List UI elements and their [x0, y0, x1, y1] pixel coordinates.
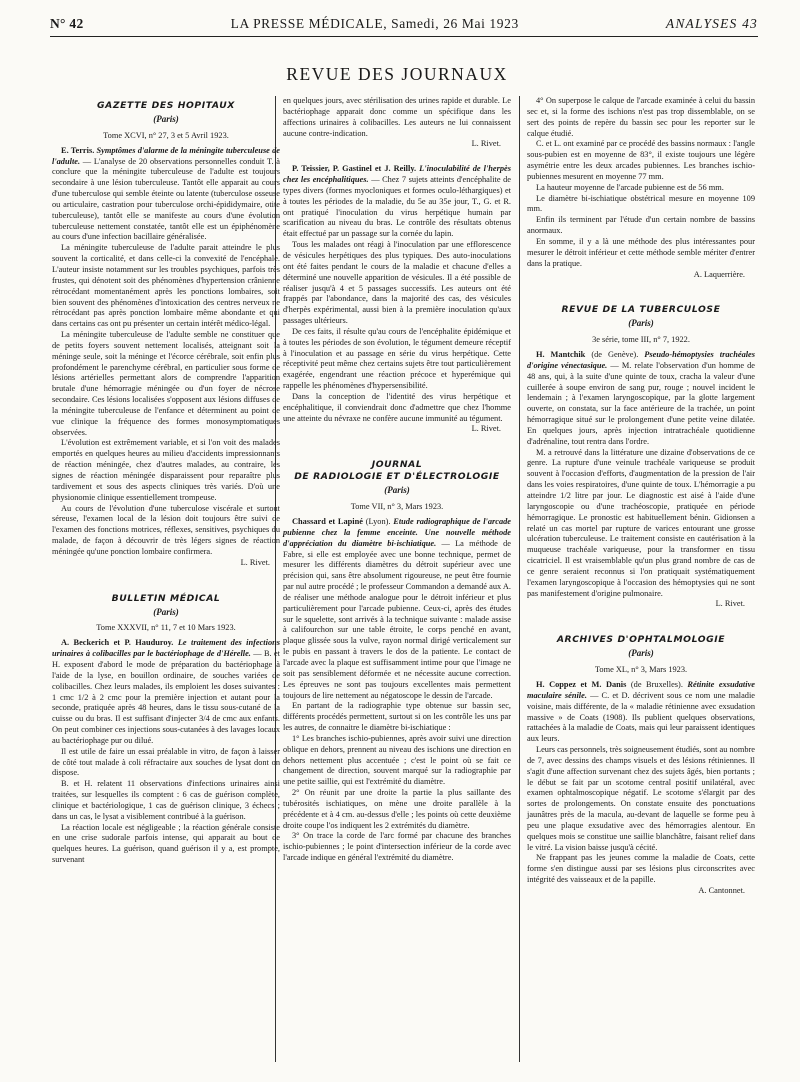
article-title: Symptômes d'alarme de la méningite tuberculeuse de l'adulte.	[52, 145, 280, 166]
abstract-paragraph: L'évolution est extrêmement variable, et si l'on voit des malades emportés en quelques heures au milieu d'accidents impressionnants de réaction méningée, chez d'autres malades, au contraire, les signes de réaction méningée disparaissent pour reparaître plus tardivement et sous des aspects cliniques très variés. D'où une physionomie clinique essentiellement trompeuse.	[52, 438, 280, 502]
abstract-paragraph	[283, 164, 511, 240]
section-page-right: ANALYSES 43	[665, 16, 758, 31]
signature: A. Laquerrière.	[693, 269, 745, 279]
abstract-paragraph: en quelques jours, avec stérilisation des urines rapide et durable. Le bactériophage apparait donc comme un spécifique dans les affections urinaires à colibacilles. Les auteurs ne lui connaissent aucune contre-indication.	[283, 96, 511, 138]
abstract-paragraph: B. et H. relatent 11 observations d'infections urinaires ainsi traitées, sur lesquelles ils comptent : 6 cas de guérison complète, clinique et bactériologique, 1 cas de guérison clinique, 3 échecs ; dans un cas, le lysat a visiblement contribué à la guérison.	[52, 779, 280, 821]
article-author-place: (Lyon).	[365, 517, 391, 526]
abstract-paragraph: Au cours de l'évolution d'une tuberculose viscérale et surtout séreuse, l'examen local de la lésion doit toujours être suivi de l'examen des fonctions motrices, réflexes, sensitives, psychiques du malade, de façon à découvrir de très légers signes de réaction méningée qu'une ponction lombaire confirmera.	[52, 503, 280, 556]
column-divider	[519, 96, 520, 1062]
article-author-place: (de Genève).	[591, 350, 639, 360]
abstract-text: — L'analyse de 20 observations personnelles conduit T. à conclure que la méningite tuberculeuse de l'adulte est toujours secondaire à une lésion tuberculeuse. Tantôt elle apparait au cours d'une tuberculose qui semble éteinte ou latente (tuberculose osseuse ou articulaire, castration pour tuberculose orchi-épididymaire, otite tuberculeuse), tantôt elle se manifeste au cours d'une évolution tuberculeuse nettement constatée, tantôt elle est un épiphénomène au cours d'une infection bacillaire généralisée.	[52, 156, 280, 242]
article-author: A. Beckerich et P. Hauduroy.	[61, 638, 174, 648]
abstract-paragraph: La hauteur moyenne de l'arcade pubienne est de 56 mm.	[536, 182, 724, 192]
abstract-paragraph: La méningite tuberculeuse de l'adulte parait atteindre le plus souvent la corticalité, et dans celle-ci la convexité de l'encéphale. L'auteur insiste notamment sur les troubles psychiques, parfois très frustes, qui dénotent soit des phénomènes d'hypertension crânienne rétrocédant momentanément après les ponctions lombaires, soit bien souvent des phénomènes d'intoxication des centres nerveux ne rétrocédant pas après ponction lombaire même abondante et qui dans certains cas ont pu présenter un certain intérêt médico-légal.	[52, 243, 280, 329]
abstract-text: — B. et H. exposent d'abord le mode de préparation du bactériophage à l'aide de la lyse, en bouillon ordinaire, de souches variées de colibacilles. Chez leurs malades, ils emploient les doses suivantes : 1 cmc 1/2 à 2 cmc pour la première injection et autant pour la seconde, pratiquée après 48 heures, dans le tissu sous-cutané de la cuisse ou du bras. Il est suffisant d'injecter 3/4 de cmc aux enfants. On peut combiner ces injections sous-cutanées à des lavages locaux au bactériophage pur ou dilué.	[52, 649, 280, 745]
issue-line: 3e série, tome III, n° 7, 1922.	[592, 335, 690, 345]
issue-line: Tome XCVI, n° 27, 3 et 5 Avril 1923.	[103, 130, 229, 140]
journal-title: GAZETTE DES HOPITAUX	[97, 100, 235, 111]
journal-place: (Paris)	[628, 318, 654, 329]
abstract-paragraph: Ne frappant pas les jeunes comme la maladie de Coats, cette forme s'en distingue aussi par ses lésions plus circonscrites avec intégrité des vaisseaux et de la papille.	[527, 853, 755, 885]
section-title: REVUE DES JOURNAUX	[286, 64, 508, 84]
abstract-paragraph: Dans la conception de l'identité des virus herpétique et encéphalitique, il conviendrait donc d'admettre que chez l'homme une atteinte du névraxe ne confère aucune immunité au tégument.	[283, 391, 511, 423]
article-author: E. Terris.	[61, 145, 95, 155]
abstract-paragraph	[527, 350, 755, 448]
abstract-text: — C. et D. décrivent sous ce nom une maladie voisine, mais différente, de la « maladie rétinienne avec exsudation massive » de Coats (1908). Ils publient quelques observations, rattachées à la maladie de Coats, mais qui leur paraissent identiques aux leurs.	[527, 690, 755, 744]
journal-masthead: LA PRESSE MÉDICALE, Samedi, 26 Mai 1923	[230, 16, 519, 31]
article-title: Pseudo-hémoptysies trachéales d'origine vénectasique.	[527, 350, 756, 370]
journal-title: JOURNAL	[371, 459, 423, 471]
abstract-paragraph: La méningite tuberculeuse de l'adulte semble ne constituer que de petits foyers souvent nettement localisés, atteignant soit la méninge seule, soit la méninge et l'écorce cérébrale, soit enfin plus profondément le parenchyme cérébral, en particulier sous forme de lésions artérielles permettant alors de comprendre l'apparition brutale d'une hémorragie méningée ou d'un foyer de nécrose secondaire. Ces lésions localisées s'opposent aux lésions diffuses de la méningite tuberculeuse de l'enfance et déterminent au point de vue clinique la fréquence des formes monosymptomatiques observées.	[52, 330, 280, 437]
journal-title: BULLETIN MÉDICAL	[111, 592, 221, 604]
abstract-paragraph: De ces faits, il résulte qu'au cours de l'encéphalite épidémique et à toutes les périodes de son évolution, le tégument demeure réceptif à l'inoculation et au passage en série du virus herpétique. Cette réceptivité peut même chez certains sujets être tout particulièrement exagérée, engendrant une réaction précoce et hyperémique qui rappelle les phénomènes d'hypersensibilité.	[283, 326, 511, 391]
article-title: Rétinite exsudative maculaire sénile.	[527, 679, 755, 700]
abstract-paragraph: 1° Les branches ischio-pubiennes, après avoir suivi une direction oblique en dehors, prennent au niveau des ischions une direction en dehors nettement plus accentuée ; c'est le point où se fait ce changement de direction, souvent marqué sur la radiographie par une petite saillie, qui est l'extrémité du diamètre.	[283, 733, 511, 787]
abstract-text: — M. relate l'observation d'un homme de 48 ans, qui, à la suite d'une quinte de toux, cracha la valeur d'une cuillerée à soupe environ de sang pur, rouge ; nouvel incident le lendemain ; à l'examen laryngoscopique, par la glotte largement ouverte, on constata, sur la face antérieure de la trachée, un point hémorragique situé sur le prolongement d'une petite veine dilatée. En quelques jours, après injection intratrachéale quotidienne d'adrénaline, tout rentra dans l'ordre.	[527, 360, 756, 446]
abstract-paragraph: En partant de la radiographie type obtenue sur bassin sec, différents procédés permettent, surtout si on les contrôle les uns par les autres, de connaitre le diamètre bi-ischiatique :	[283, 701, 511, 733]
article-author: P. Teissier, P. Gastinel et J. Reilly.	[292, 164, 417, 174]
abstract-paragraph: Enfin ils terminent par l'étude d'un certain nombre de bassins anormaux.	[527, 215, 755, 236]
column-3	[527, 96, 755, 899]
journal-place: (Paris)	[153, 606, 179, 617]
header-rule	[50, 36, 758, 37]
journal-title: REVUE DE LA TUBERCULOSE	[561, 304, 721, 316]
abstract-paragraph: Leurs cas personnels, très soigneusement étudiés, sont au nombre de 7, avec dessins des champs visuels et des lésions rétiniennes. Il s'agit d'une affection survenant chez des sujets âgés, bien portants ; le début se fait par un scotome central positif unilatéral, avec examen ophtalmoscopique négatif. Le scotome s'élargit par des sortes de prolongements. On constate ensuite des ponctuations jaunâtres près de la macula, au-devant de laquelle se forme peu à peu une plaque exsudative avec des hémorragies alentour. En quelques mois se constitue une saillie blanchâtre, faisant relief dans le vitré. La vision baisse jusqu'à cécité.	[527, 745, 755, 852]
article-title: L'inoculabilité de l'herpès chez les encéphalitiques.	[283, 164, 511, 185]
journal-place: (Paris)	[384, 485, 410, 496]
column-1	[52, 100, 280, 866]
abstract-text: — Chez 7 sujets atteints d'encéphalite de types divers (formes myocloniques et formes oculo-léthargiques) et à toutes les périodes de la maladie, du 5e au 35e jour, T., G. et R. ont pratiqué l'inoculation du virus herpétique humain par scarification au niveau du bras. Le contrôle des résultats obtenus était effectué par un passage sur la cornée du lapin.	[283, 175, 511, 239]
signature: L. Rivet.	[471, 424, 501, 434]
running-head	[50, 16, 758, 34]
signature: L. Rivet.	[240, 557, 270, 567]
abstract-paragraph: 3° On trace la corde de l'arc formé par chacune des branches ischio-pubiennes ; le point d'intersection inférieur de la corde avec l'arcade indique en général l'extrémité du diamètre.	[283, 831, 511, 863]
abstract-paragraph: Il est utile de faire un essai préalable in vitro, de façon à laisser de côté tout malade à coli réfractaire aux souches de lysat dont on dispose.	[52, 746, 280, 778]
issue-line: Tome XXXVII, n° 11, 7 et 10 Mars 1923.	[96, 623, 236, 633]
signature: L. Rivet.	[471, 139, 501, 149]
abstract-paragraph	[52, 638, 280, 746]
signature: A. Cantonnet.	[698, 886, 745, 895]
abstract-paragraph: Tous les malades ont réagi à l'inoculation par une efflorescence de vésicules herpétiques des plus typiques. Des auto-inoculations ont été faites pendant le cours de la maladie et chacune d'elles a déterminé une nouvelle apparition de vésicules. Il a été possible de réaliser jusqu'à 4 et 5 passages successifs. Les auteurs ont été frappés par l'abondance, dans la majorité des cas, des vésicules d'herpès expérimental, aussi bien à la première inoculation qu'aux passages ultérieurs.	[283, 240, 511, 326]
journal-place: (Paris)	[628, 648, 654, 659]
article-author: Chassard et Lapiné	[292, 517, 363, 526]
journal-place: (Paris)	[153, 114, 179, 124]
abstract-paragraph	[52, 146, 280, 244]
abstract-paragraph: La réaction locale est négligeable ; la réaction générale consiste en une crise sudorale parfois intense, qui apparait au bout de quelques heures. La guérison, quand guérison il y a, est prompte, survenant	[52, 822, 280, 865]
abstract-text: — La méthode de Fabre, si elle est employée avec une bonne technique, permet de mesurer les différents diamètres du détroit supérieur avec une précision qui, sans être absolument rigoureuse, ne peut être fournie par nul autre procédé ; le professeur Commandon a demandé aux A. de réaliser une méthode analogue pour le détroit inférieur et plus particulièrement pour l'arcade pubienne. Ceux-ci, après des études sur le squelette, sont arrivés à la technique suivante : malade assise à califourchon sur une table étroite, le corps penché en avant, plaque glissée sous la vulve, rayon normal dirigé verticalement sur le pubis en passant à travers le dos de la patiente. Le contact de l'arcade avec la plaque est suffisamment intime pour que l'image ne soit pas sensiblement déformée et ne nécessite aucune correction. Les épreuves ne sont pas toujours excellentes mais permettent toujours de lire nettement au négatoscope le dessin de l'arcade.	[283, 538, 512, 700]
journal-title: ARCHIVES D'OPHTALMOLOGIE	[556, 634, 726, 646]
abstract-paragraph: 4° On superpose le calque de l'arcade examinée à celui du bassin sec et, si la forme des ischions n'est pas trop dissemblable, on se sert des points de repère du bassin sec pour les reporter sur le calque étudié.	[527, 96, 755, 138]
article-author: H. Coppez et M. Danis	[536, 679, 627, 689]
article-title: Etude radiographique de l'arcade pubienne chez la femme enceinte. Une nouvelle méthode d'appréciation du diamètre bi-ischiatique.	[283, 517, 511, 548]
article-author: H. Mantchik	[536, 350, 586, 360]
journal-title-line-2: DE RADIOLOGIE ET D'ÉLECTROLOGIE	[294, 471, 500, 483]
article-author-place: (de Bruxelles).	[630, 679, 683, 689]
page-number-left: N° 42	[50, 16, 84, 31]
signature: L. Rivet.	[715, 599, 745, 609]
abstract-paragraph: C. et L. ont examiné par ce procédé des bassins normaux : l'angle sous-pubien est en moyenne de 83°, il existe toujours une légère asymétrie entre les deux arcades pubiennes. Les branches ischio-pubiennes mesurent en moyenne 77 mm.	[527, 139, 755, 181]
abstract-paragraph	[283, 517, 511, 701]
abstract-paragraph: 2° On réunit par une droite la partie la plus saillante des tubérosités ischiatiques, on mène une droite parallèle à la précédente et à 4 cm. au-dessus d'elle ; les points où cette deuxième droite coupe l'os indiquent les 2 extrémités du diamètre.	[283, 788, 511, 830]
abstract-paragraph	[527, 680, 755, 745]
issue-line: Tome VII, n° 3, Mars 1923.	[350, 502, 444, 512]
article-title: Le traitement des infections urinaires à colibacilles par le bactériophage de d'Hérelle.	[52, 638, 281, 659]
abstract-paragraph: M. a retrouvé dans la littérature une dizaine d'observations de ce genre. La rupture d'une veinule trachéale variqueuse se produit souvent à l'occasion d'efforts, d'augmentation de la pression de l'air dans les voies respiratoires, d'une quinte de toux. L'hémorragie a pu atteindre 1/2 litre par jour. Le diagnostic est aisé à l'aide d'une laryngoscopie ou d'une trachéoscopie, pratiquée en période hémorragique. Le pronostic est habituellement bénin. Gidionsen a relaté un cas mortel par rupture de varices entourant une grosse ulcération tuberculeuse. Le traitement consiste en cautérisation à la muqueuse trachéale variqueuse, pour la transformer en tissu cicatriciel. Il est vraisemblable qu'un plus grand nombre de cas de ce genre seraient reconnus si l'on pratiquait systématiquement l'examen laryngoscopique à l'occasion des hémoptysies qui ne sont pas manifestement d'origine pulmonaire.	[527, 447, 755, 598]
abstract-paragraph: Le diamètre bi-ischiatique obstétrical mesure en moyenne 109 mm.	[527, 193, 755, 214]
abstract-paragraph: En somme, il y a là une méthode des plus intéressantes pour mesurer le détroit inférieur et cette méthode semble mériter d'entrer dans la pratique.	[527, 236, 755, 268]
issue-line: Tome XL, n° 3, Mars 1923.	[594, 665, 688, 675]
column-2	[283, 96, 511, 864]
